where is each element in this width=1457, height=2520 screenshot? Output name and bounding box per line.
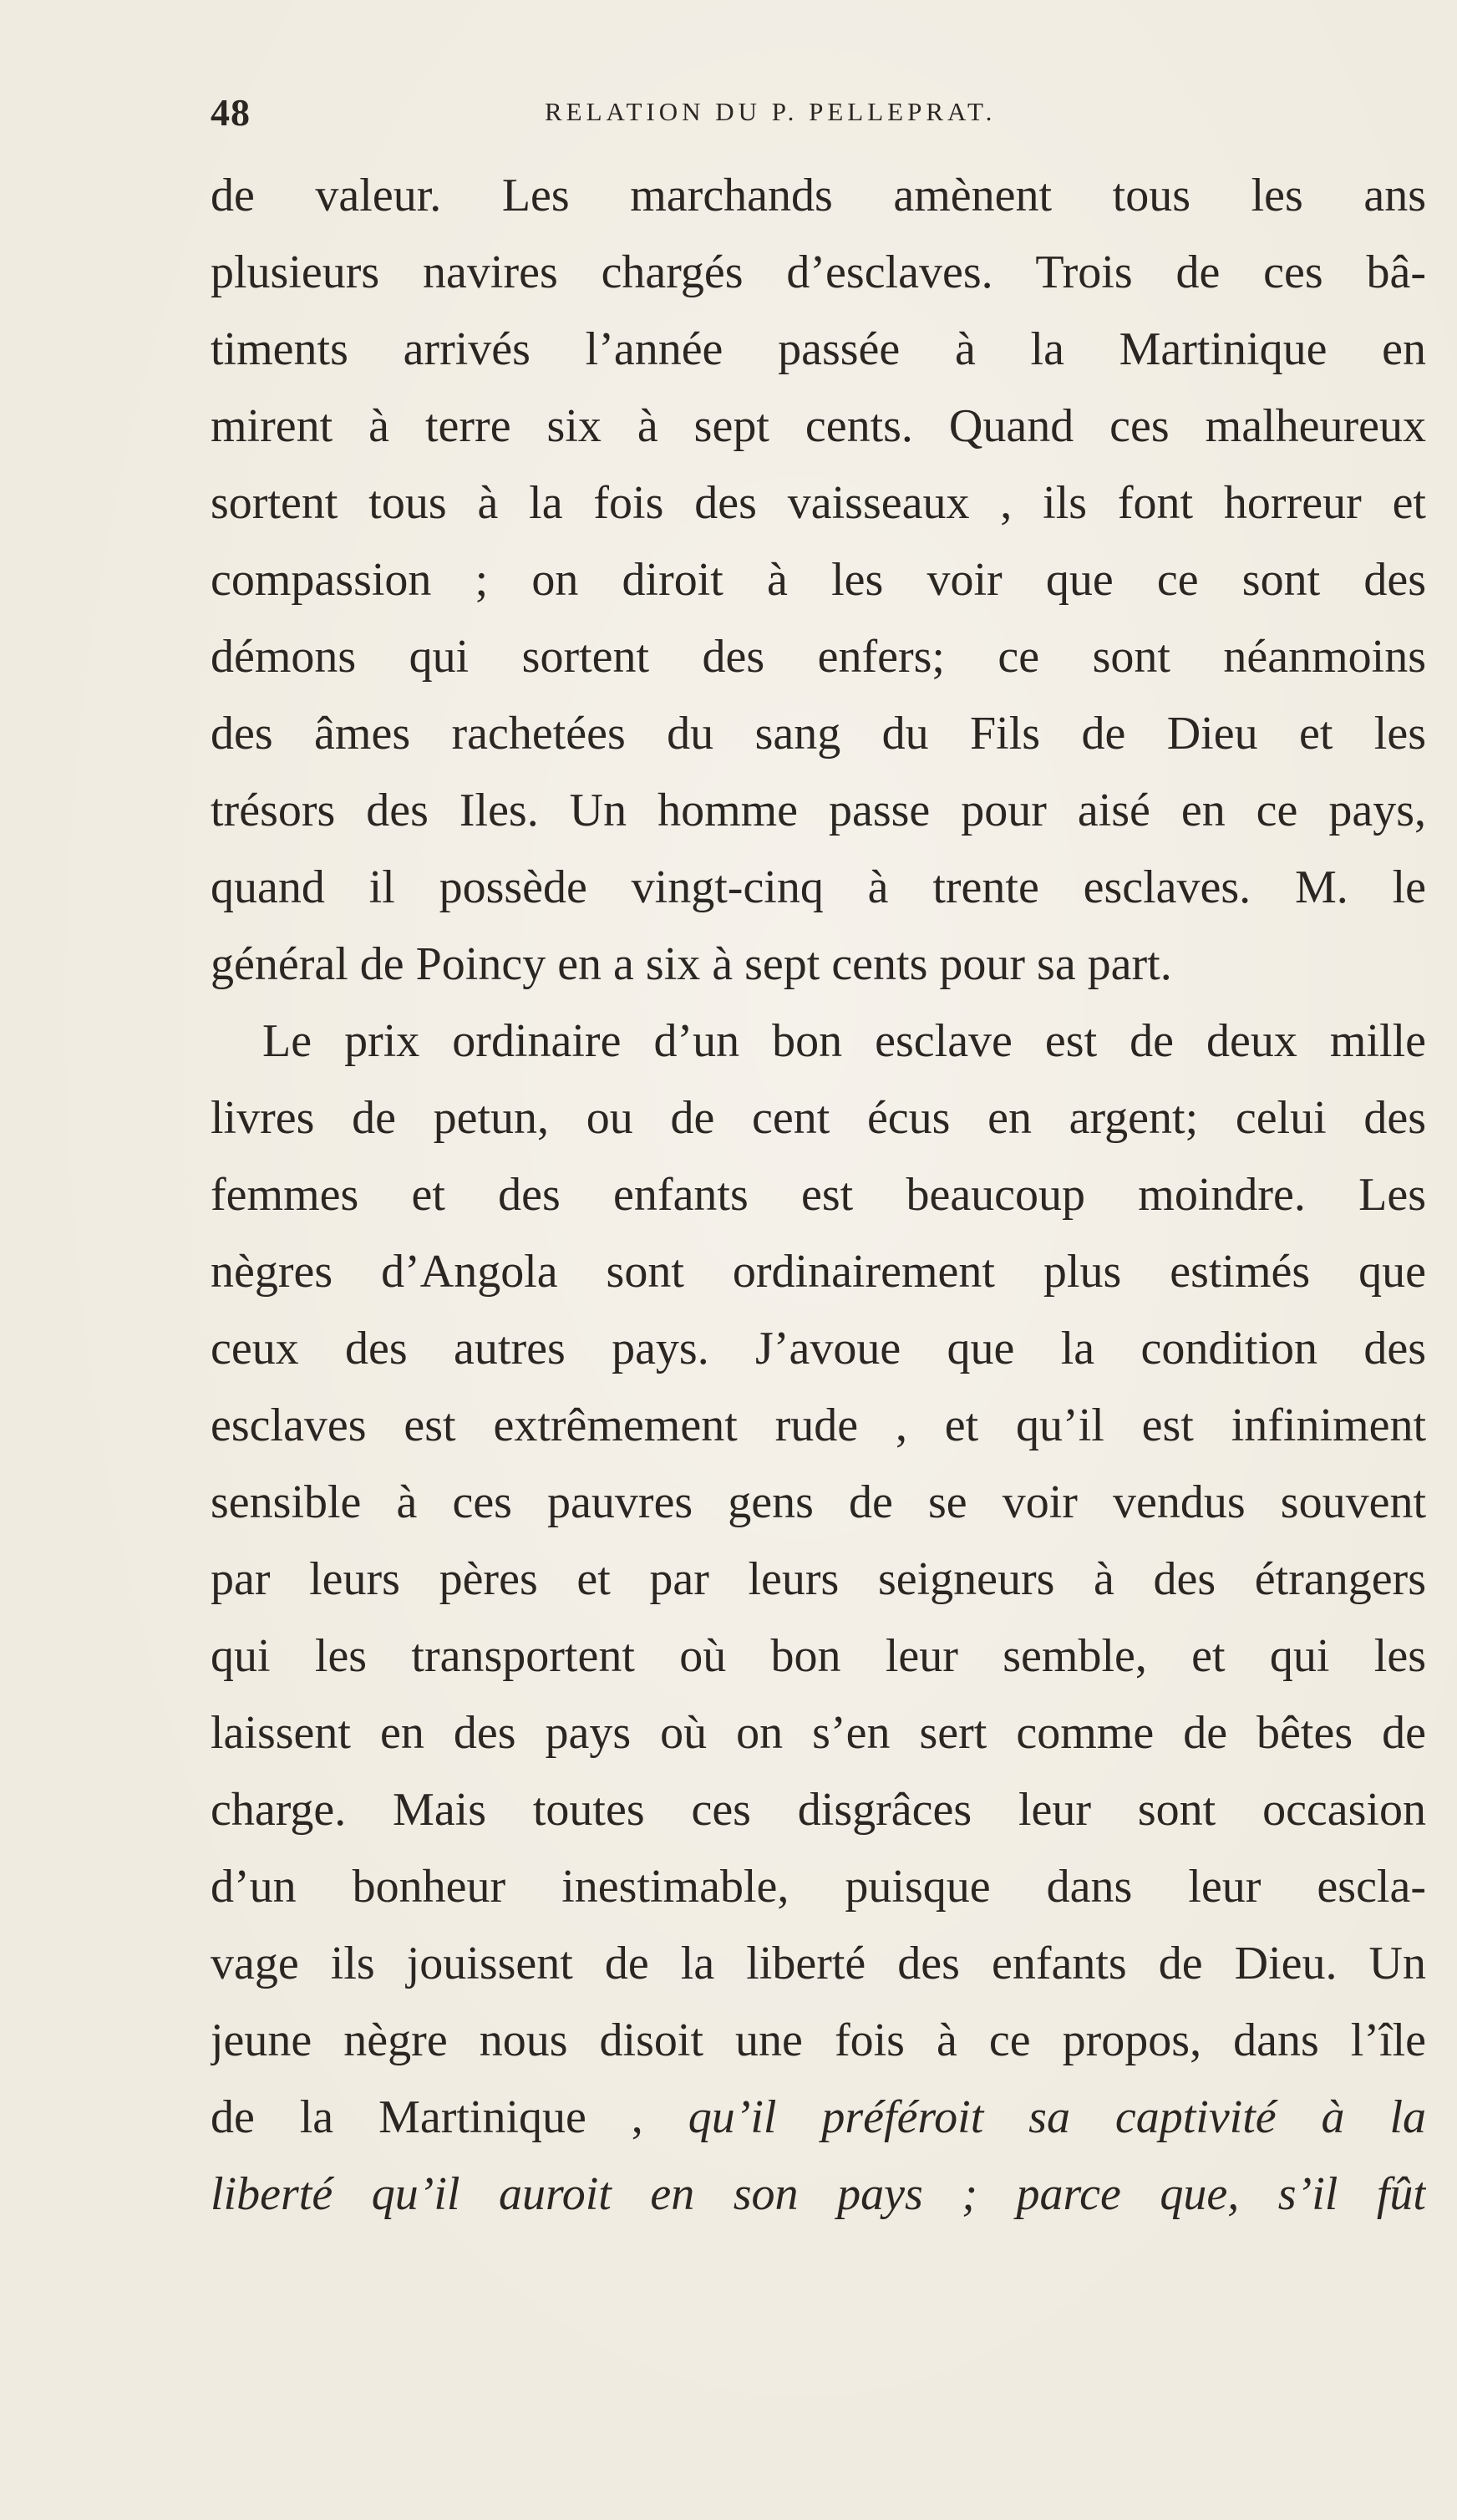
body-text	[211, 157, 1426, 2233]
text-line: charge. Mais toutes ces disgrâces leur sont occasion	[211, 1784, 1426, 1836]
page-number: 48	[211, 91, 251, 134]
text-line-roman: de la Martinique ,	[211, 2091, 688, 2143]
text-line: plusieurs navires chargés d’esclaves. Trois de ces bâ-	[211, 246, 1426, 298]
text-line: livres de petun, ou de cent écus en argent; celui des	[211, 1092, 1426, 1144]
text-line: esclaves est extrêmement rude , et qu’il est infiniment	[211, 1400, 1426, 1451]
text-line	[211, 2079, 1426, 2156]
text-line: par leurs pères et par leurs seigneurs à des étrangers	[211, 1553, 1426, 1605]
text-line: laissent en des pays où on s’en sert comme de bêtes de	[211, 1707, 1426, 1759]
text-line: mirent à terre six à sept cents. Quand ces malheureux	[211, 400, 1426, 452]
text-line: jeune nègre nous disoit une fois à ce propos, dans l’île	[211, 2014, 1426, 2066]
text-line: quand il possède vingt-cinq à trente esclaves. M. le	[211, 861, 1426, 913]
text-line: sensible à ces pauvres gens de se voir vendus souvent	[211, 1476, 1426, 1528]
text-line: démons qui sortent des enfers; ce sont néanmoins	[211, 631, 1426, 683]
text-line: nègres d’Angola sont ordinairement plus estimés que	[211, 1246, 1426, 1298]
text-line: ceux des autres pays. J’avoue que la condition des	[211, 1323, 1426, 1374]
text-line: timents arrivés l’année passée à la Martinique en	[211, 323, 1426, 375]
text-line: général de Poincy en a six à sept cents pour sa part.	[211, 938, 1172, 990]
running-head	[211, 84, 1426, 142]
text-line: compassion ; on diroit à les voir que ce sont des	[211, 554, 1426, 606]
text-line: Le prix ordinaire d’un bon esclave est de deux mille	[262, 1015, 1426, 1067]
text-line: vage ils jouissent de la liberté des enfants de Dieu. Un	[211, 1938, 1426, 1989]
text-line: sortent tous à la fois des vaisseaux , ils font horreur et	[211, 477, 1426, 529]
text-line	[211, 2156, 1426, 2233]
text-line: qui les transportent où bon leur semble, et qui les	[211, 1630, 1426, 1682]
text-line: femmes et des enfants est beaucoup moindre. Les	[211, 1169, 1426, 1221]
text-line-italic: qu’il préféroit sa captivité à la	[688, 2091, 1426, 2143]
text-line: de valeur. Les marchands amènent tous les ans	[211, 170, 1426, 221]
text-line: d’un bonheur inestimable, puisque dans leur escla-	[211, 1861, 1426, 1913]
text-line-italic: liberté qu’il auroit en son pays ; parce que, s’il fût	[211, 2168, 1426, 2220]
running-title: RELATION DU P. PELLEPRAT.	[545, 97, 997, 126]
text-line: trésors des Iles. Un homme passe pour aisé en ce pays,	[211, 785, 1426, 836]
text-line: des âmes rachetées du sang du Fils de Dieu et les	[211, 708, 1426, 760]
